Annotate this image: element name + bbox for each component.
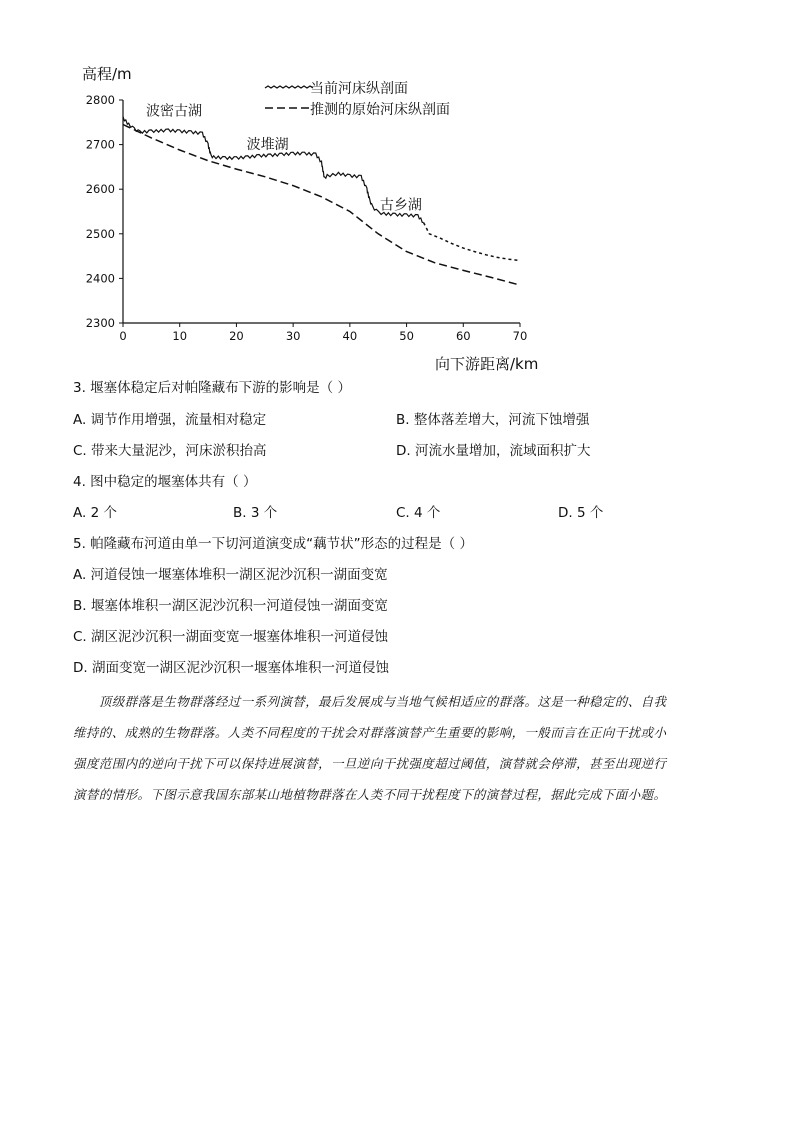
series-group xyxy=(123,117,520,286)
y-tick-label: 2400 xyxy=(85,271,115,286)
y-tick-label: 2500 xyxy=(85,226,115,241)
legend-label-original: 推测的原始河床纵剖面 xyxy=(310,102,450,118)
paragraph-line: 强度范围内的逆向干扰下可以保持进展演替，一旦逆向干扰强度超过阈值，演替就会停滞，甚至出现逆行 xyxy=(73,756,667,771)
y-axis-label: 高程/m xyxy=(82,65,132,83)
y-tick-label: 2700 xyxy=(85,137,115,152)
paragraph-line: 维持的、成熟的生物群落。人类不同程度的干扰会对群落演替产生重要的影响，一般而言在正向干扰或小 xyxy=(73,725,667,740)
x-tick-group xyxy=(119,323,527,343)
lake-label: 波密古湖 xyxy=(146,103,203,120)
reading-paragraph xyxy=(73,686,721,810)
legend-label-current: 当前河床纵剖面 xyxy=(310,81,408,97)
x-tick-label: 10 xyxy=(172,329,188,343)
question-4-option-d[interactable]: D. 5 个 xyxy=(558,505,604,521)
question-5-option-b[interactable]: B. 堰塞体堆积一湖区泥沙沉积一河道侵蚀一湖面变宽 xyxy=(73,598,388,614)
paragraph-line: 顶级群落是生物群落经过一系列演替，最后发展成与当地气候相适应的群落。这是一种稳定的、自我 xyxy=(73,694,667,709)
paragraph-line: 演替的情形。下图示意我国东部某山地植物群落在人类不同干扰程度下的演替过程，据此完成下面小题。 xyxy=(73,787,667,802)
question-5-option-d[interactable]: D. 湖面变宽一湖区泥沙沉积一堰塞体堆积一河道侵蚀 xyxy=(73,660,389,676)
question-3-option-c[interactable]: C. 带来大量泥沙，河床淤积抬高 xyxy=(73,443,267,459)
x-tick-label: 60 xyxy=(455,329,471,343)
question-4-option-c[interactable]: C. 4 个 xyxy=(396,505,441,521)
question-3-option-d[interactable]: D. 河流水量增加，流域面积扩大 xyxy=(396,443,591,459)
question-3-stem: 3. 堰塞体稳定后对帕隆藏布下游的影响是（ ） xyxy=(73,380,351,396)
question-4-option-b[interactable]: B. 3 个 xyxy=(233,505,278,521)
series-current-profile-line xyxy=(123,117,424,223)
legend xyxy=(265,80,450,118)
x-tick-label: 30 xyxy=(285,329,301,343)
question-4-stem: 4. 图中稳定的堰塞体共有（ ） xyxy=(73,474,257,490)
x-tick-label: 70 xyxy=(512,329,528,343)
series-original-profile-line xyxy=(123,125,520,286)
x-tick-label: 0 xyxy=(119,329,127,343)
question-5-option-c[interactable]: C. 湖区泥沙沉积一湖面变宽一堰塞体堆积一河道侵蚀 xyxy=(73,629,389,645)
question-3-option-b[interactable]: B. 整体落差增大，河流下蚀增强 xyxy=(396,412,590,428)
question-5-stem: 5. 帕隆藏布河道由单一下切河道演变成“藕节状”形态的过程是（ ） xyxy=(73,536,473,552)
lake-label: 古乡湖 xyxy=(379,197,422,214)
annotation-group xyxy=(146,103,422,214)
x-tick-label: 50 xyxy=(399,329,414,343)
series-downstream-dotted-line xyxy=(424,223,520,261)
lake-label: 波堆湖 xyxy=(246,137,289,154)
x-tick-label: 40 xyxy=(342,329,358,343)
legend-wavy-line-swatch xyxy=(265,86,313,88)
y-tick-label: 2600 xyxy=(85,182,115,197)
x-tick-label: 20 xyxy=(229,329,244,343)
question-5-option-a[interactable]: A. 河道侵蚀一堰塞体堆积一湖区泥沙沉积一湖面变宽 xyxy=(73,567,388,583)
question-3-option-a[interactable]: A. 调节作用增强，流量相对稳定 xyxy=(73,412,267,428)
question-4-option-a[interactable]: A. 2 个 xyxy=(73,505,117,521)
y-tick-label: 2800 xyxy=(85,93,115,107)
y-tick-label: 2300 xyxy=(85,316,115,330)
x-axis-label: 向下游距离/km xyxy=(435,355,539,373)
river-profile-chart xyxy=(70,55,550,380)
y-tick-group xyxy=(86,93,123,330)
